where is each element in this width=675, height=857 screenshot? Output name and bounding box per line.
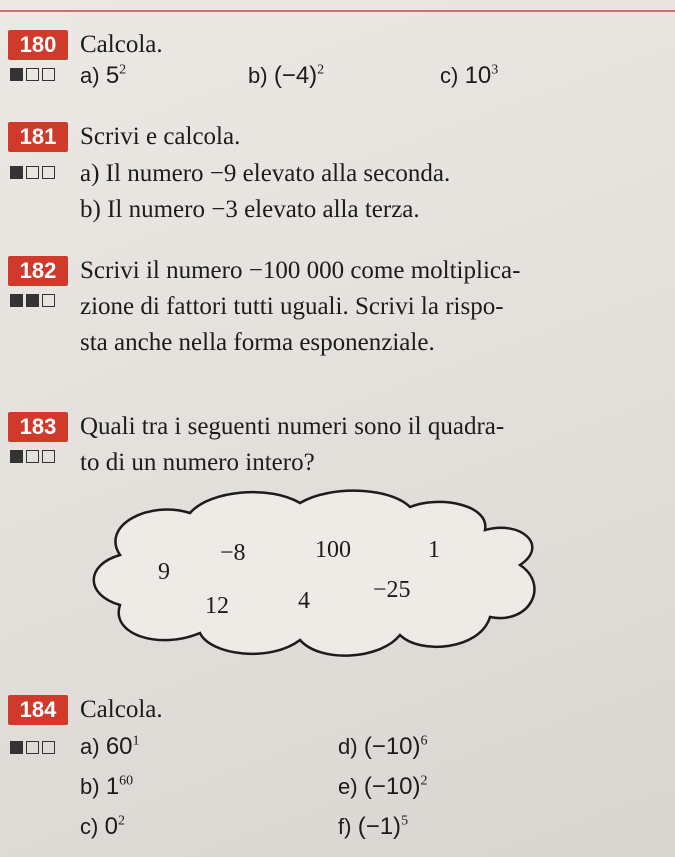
difficulty-indicator <box>10 294 55 307</box>
exercise-title: Scrivi e calcola. <box>80 123 241 150</box>
cloud-number: 12 <box>205 593 229 619</box>
number-cloud <box>80 485 560 670</box>
cloud-number: 1 <box>428 537 440 563</box>
exercise-number: 184 <box>8 695 68 725</box>
text-line: zione di fattori tutti uguali. Scrivi la rispo- <box>80 293 504 320</box>
exercise-number: 181 <box>8 122 68 152</box>
exercise-number: 182 <box>8 256 68 286</box>
exercise-title: Calcola. <box>80 31 163 58</box>
text-line: to di un numero intero? <box>80 449 315 476</box>
difficulty-indicator <box>10 450 55 463</box>
text-line: Quali tra i seguenti numeri sono il quadra- <box>80 413 505 440</box>
cloud-number: −25 <box>373 577 411 603</box>
difficulty-indicator <box>10 741 55 754</box>
difficulty-indicator <box>10 166 55 179</box>
cloud-number: 100 <box>315 537 351 563</box>
cloud-number: −8 <box>220 540 246 566</box>
text-line: a) Il numero −9 elevato alla seconda. <box>80 160 451 187</box>
cloud-shape <box>80 485 560 665</box>
cloud-number: 9 <box>158 559 170 585</box>
top-rule <box>0 10 675 12</box>
exercise-title: Calcola. <box>80 696 163 723</box>
exercise-number: 183 <box>8 412 68 442</box>
text-line: sta anche nella forma esponenziale. <box>80 329 435 356</box>
exercise-number: 180 <box>8 30 68 60</box>
text-line: Scrivi il numero −100 000 come moltiplica- <box>80 257 521 284</box>
difficulty-indicator <box>10 68 55 81</box>
cloud-number: 4 <box>298 588 310 614</box>
text-line: b) Il numero −3 elevato alla terza. <box>80 196 420 223</box>
